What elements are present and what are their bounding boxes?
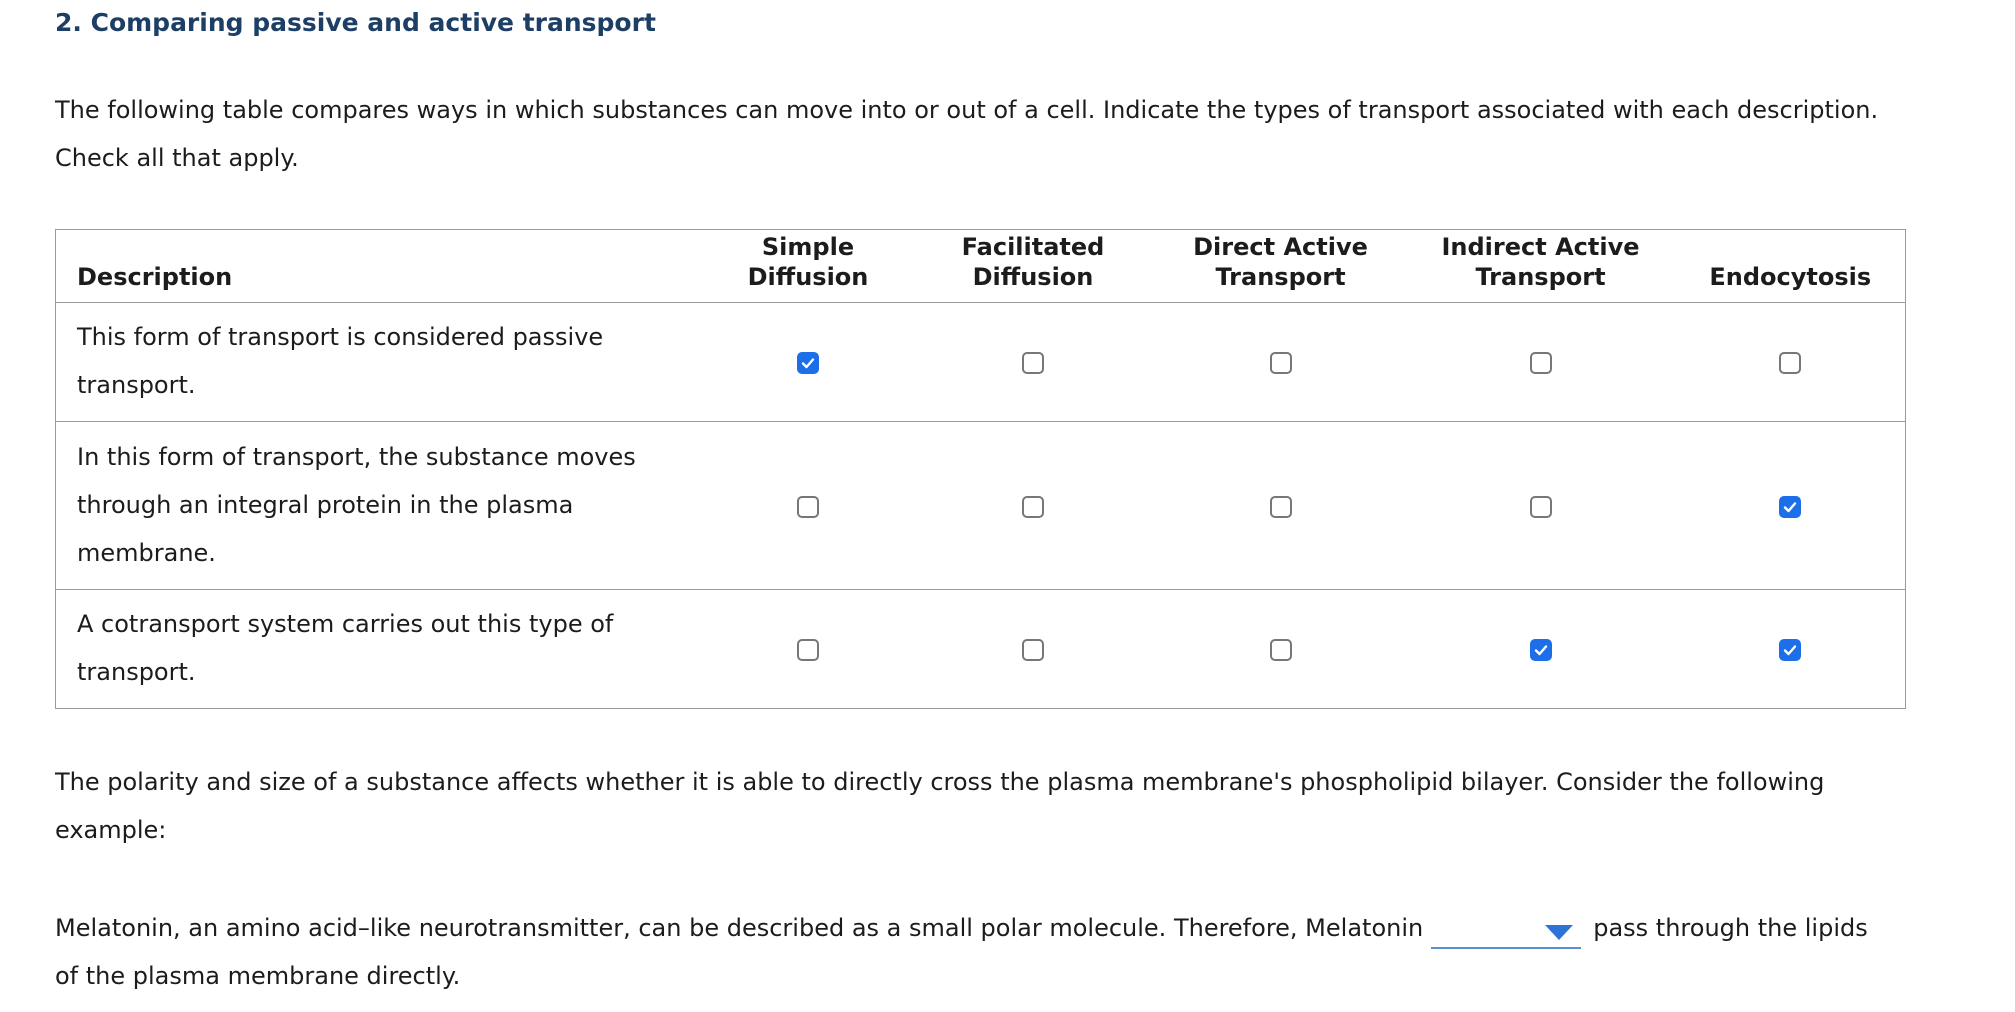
intro-line-2: Check all that apply. [55,144,299,172]
checkbox-row1-endocytosis[interactable] [1779,352,1801,374]
cell [1676,303,1906,422]
row-description [56,303,706,422]
col-header-simple-diffusion-line-2: Diffusion [747,263,869,291]
checkbox-row2-direct-active-transport[interactable] [1270,496,1292,518]
checkmark-icon [1782,642,1798,658]
col-header-simple-diffusion-line-1: Simple [761,233,855,261]
cell [706,590,911,709]
melatonin-line-1 [55,904,1955,952]
col-header-indirect-active-line-1: Indirect Active [1441,233,1640,261]
checkbox-row3-indirect-active-transport[interactable] [1530,639,1552,661]
page-title: 2. Comparing passive and active transport [55,8,656,37]
checkbox-row2-endocytosis[interactable] [1779,496,1801,518]
checkbox-row2-facilitated-diffusion[interactable] [1022,496,1044,518]
row-description [56,590,706,709]
table-row [56,422,1906,590]
cell [1156,303,1406,422]
col-header-endocytosis [1676,230,1906,303]
melatonin-text-before: Melatonin, an amino acid–like neurotransmitter, can be described as a small polar molecule. Therefore, Melatonin [55,914,1424,942]
checkbox-row3-simple-diffusion[interactable] [797,639,819,661]
checkbox-row3-direct-active-transport[interactable] [1270,639,1292,661]
col-header-description-line-2: Description [77,263,233,291]
checkmark-icon [1533,642,1549,658]
dropdown-arrow-icon [1545,925,1573,940]
col-header-indirect-active-line-2: Transport [1475,263,1606,291]
table-header-row [56,230,1906,303]
cell [1676,590,1906,709]
melatonin-question [55,904,1955,1000]
checkbox-row1-direct-active-transport[interactable] [1270,352,1292,374]
col-header-facilitated-diffusion-line-1: Facilitated [961,233,1105,261]
intro-text [55,86,1955,182]
row-description-line: In this form of transport, the substance moves [77,442,636,471]
checkbox-row3-endocytosis[interactable] [1779,639,1801,661]
row-description [56,422,706,590]
checkbox-row1-simple-diffusion[interactable] [797,352,819,374]
row-description-line: transport. [77,658,196,686]
cell [1156,422,1406,590]
row-description-line: A cotransport system carries out this type of [77,610,614,638]
cell [1406,422,1676,590]
transport-table [55,229,1906,709]
polarity-line-1: The polarity and size of a substance affects whether it is able to directly cross the plasma membrane's phospholipid bilayer. Consider the following [55,768,1825,796]
checkbox-row1-indirect-active-transport[interactable] [1530,352,1552,374]
cell [706,422,911,590]
cell [1676,422,1906,590]
checkbox-row3-facilitated-diffusion[interactable] [1022,639,1044,661]
table-row [56,303,1906,422]
intro-line-1: The following table compares ways in which substances can move into or out of a cell. Indicate the types of transport associated with each description. [55,96,1879,124]
cell [1156,590,1406,709]
polarity-line-2: example: [55,816,167,844]
col-header-direct-active-line-1: Direct Active [1193,233,1368,261]
melatonin-text-after: pass through the lipids [1593,914,1868,942]
col-header-endocytosis-line-2: Endocytosis [1709,263,1872,291]
cell [911,303,1156,422]
table-row [56,590,1906,709]
cell [706,303,911,422]
checkbox-row2-simple-diffusion[interactable] [797,496,819,518]
polarity-paragraph [55,758,1955,854]
col-header-description [56,230,706,303]
row-description-line: transport. [77,371,196,399]
row-description-line: This form of transport is considered passive [77,323,604,351]
col-header-direct-active-transport [1156,230,1406,303]
cell [1406,590,1676,709]
checkmark-icon [1782,499,1798,515]
col-header-indirect-active-transport [1406,230,1676,303]
col-header-facilitated-diffusion-line-2: Diffusion [972,263,1094,291]
col-header-simple-diffusion [706,230,911,303]
melatonin-line-2: of the plasma membrane directly. [55,962,461,990]
cell [1406,303,1676,422]
col-header-direct-active-line-2: Transport [1215,263,1346,291]
row-description-line: membrane. [77,538,216,567]
checkbox-row2-indirect-active-transport[interactable] [1530,496,1552,518]
answer-dropdown[interactable] [1431,915,1581,949]
row-description-line: through an integral protein in the plasma [77,490,574,519]
cell [911,422,1156,590]
col-header-facilitated-diffusion [911,230,1156,303]
checkbox-row1-facilitated-diffusion[interactable] [1022,352,1044,374]
checkmark-icon [800,355,816,371]
cell [911,590,1156,709]
